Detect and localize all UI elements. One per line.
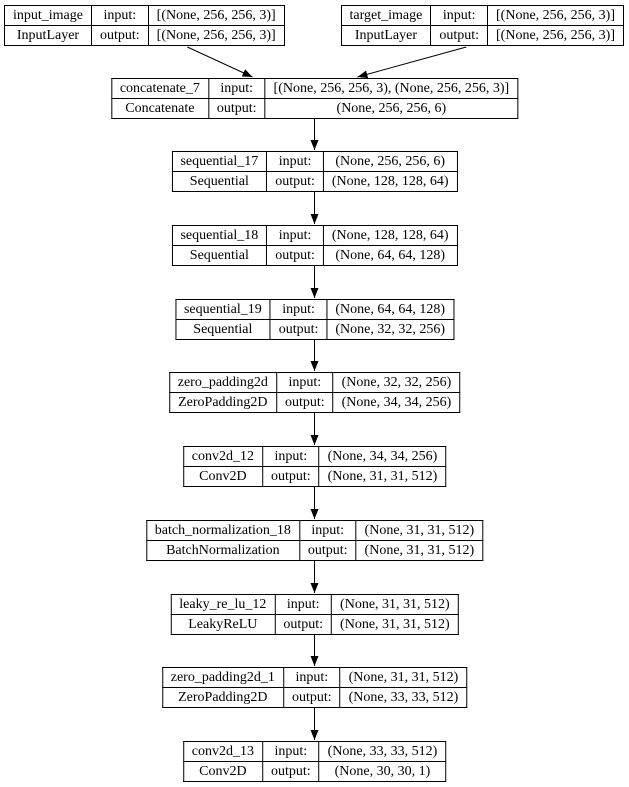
layer-type: ZeroPadding2D (169, 393, 276, 413)
layer-name: sequential_19 (175, 300, 270, 320)
layer-name: zero_padding2d (169, 373, 276, 393)
io-label-output: output: (299, 541, 356, 561)
node-concatenate_7 (111, 78, 518, 119)
io-label-output: output: (270, 320, 327, 340)
layer-name: sequential_17 (172, 152, 267, 172)
layer-name: conv2d_12 (183, 447, 262, 467)
io-label-output: output: (276, 393, 333, 413)
layer-type: InputLayer (341, 26, 431, 46)
output-shape: (None, 256, 256, 6) (265, 99, 518, 119)
layer-type: InputLayer (5, 26, 92, 46)
io-label-input: input: (270, 300, 327, 320)
input-shape: (None, 31, 31, 512) (340, 668, 467, 688)
input-shape: (None, 128, 128, 64) (323, 226, 457, 246)
input-shape: [(None, 256, 256, 3), (None, 256, 256, 3)] (265, 79, 518, 99)
input-shape: (None, 34, 34, 256) (319, 447, 446, 467)
layer-name: leaky_re_lu_12 (171, 595, 275, 615)
node-input_image (4, 5, 285, 46)
io-label-output: output: (283, 688, 340, 708)
input-shape: (None, 256, 256, 6) (323, 152, 457, 172)
io-label-input: input: (208, 79, 265, 99)
layer-name: input_image (5, 6, 92, 26)
input-shape: (None, 33, 33, 512) (319, 742, 446, 762)
io-label-input: input: (431, 6, 488, 26)
layer-type: Conv2D (183, 467, 262, 487)
layer-name: sequential_18 (172, 226, 267, 246)
layer-type: Sequential (172, 172, 267, 192)
input-shape: (None, 31, 31, 512) (356, 521, 483, 541)
output-shape: (None, 33, 33, 512) (340, 688, 467, 708)
layer-type: Conv2D (183, 762, 262, 782)
io-label-output: output: (262, 467, 319, 487)
layer-type: BatchNormalization (146, 541, 299, 561)
io-label-input: input: (276, 373, 333, 393)
input-shape: (None, 32, 32, 256) (333, 373, 460, 393)
output-shape: (None, 31, 31, 512) (319, 467, 446, 487)
output-shape: (None, 128, 128, 64) (323, 172, 457, 192)
node-zero_padding2d_1 (162, 667, 468, 708)
output-shape: [(None, 256, 256, 3)] (488, 26, 624, 46)
output-shape: (None, 64, 64, 128) (323, 246, 457, 266)
node-zero_padding2d (169, 372, 461, 413)
io-label-input: input: (275, 595, 332, 615)
io-label-output: output: (262, 762, 319, 782)
edge-target_image-to-concatenate_7 (358, 47, 467, 77)
io-label-output: output: (208, 99, 265, 119)
output-shape: [(None, 256, 256, 3)] (148, 26, 284, 46)
output-shape: (None, 34, 34, 256) (333, 393, 460, 413)
layer-type: Concatenate (111, 99, 208, 119)
layer-type: LeakyReLU (171, 615, 275, 635)
layer-name: conv2d_13 (183, 742, 262, 762)
layer-name: batch_normalization_18 (146, 521, 299, 541)
layer-name: concatenate_7 (111, 79, 208, 99)
output-shape: (None, 30, 30, 1) (319, 762, 446, 782)
node-batch_normalization_18 (146, 520, 483, 561)
io-label-input: input: (299, 521, 356, 541)
node-leaky_re_lu_12 (170, 594, 458, 635)
input-shape: (None, 31, 31, 512) (332, 595, 459, 615)
io-label-input: input: (262, 742, 319, 762)
io-label-input: input: (267, 226, 324, 246)
output-shape: (None, 32, 32, 256) (327, 320, 454, 340)
output-shape: (None, 31, 31, 512) (356, 541, 483, 561)
layer-name: zero_padding2d_1 (162, 668, 283, 688)
layer-type: Sequential (175, 320, 270, 340)
layer-name: target_image (341, 6, 431, 26)
input-shape: (None, 64, 64, 128) (327, 300, 454, 320)
edge-input_image-to-concatenate_7 (187, 47, 252, 77)
node-conv2d_13 (183, 741, 447, 782)
layer-type: Sequential (172, 246, 267, 266)
io-label-input: input: (262, 447, 319, 467)
node-sequential_17 (171, 151, 457, 192)
io-label-output: output: (267, 246, 324, 266)
node-conv2d_12 (183, 446, 447, 487)
node-sequential_18 (171, 225, 457, 266)
input-shape: [(None, 256, 256, 3)] (148, 6, 284, 26)
layer-type: ZeroPadding2D (162, 688, 283, 708)
node-sequential_19 (175, 299, 454, 340)
io-label-output: output: (431, 26, 488, 46)
io-label-input: input: (283, 668, 340, 688)
io-label-input: input: (92, 6, 149, 26)
io-label-output: output: (92, 26, 149, 46)
io-label-input: input: (267, 152, 324, 172)
io-label-output: output: (275, 615, 332, 635)
output-shape: (None, 31, 31, 512) (332, 615, 459, 635)
io-label-output: output: (267, 172, 324, 192)
input-shape: [(None, 256, 256, 3)] (488, 6, 624, 26)
node-target_image (341, 5, 624, 46)
